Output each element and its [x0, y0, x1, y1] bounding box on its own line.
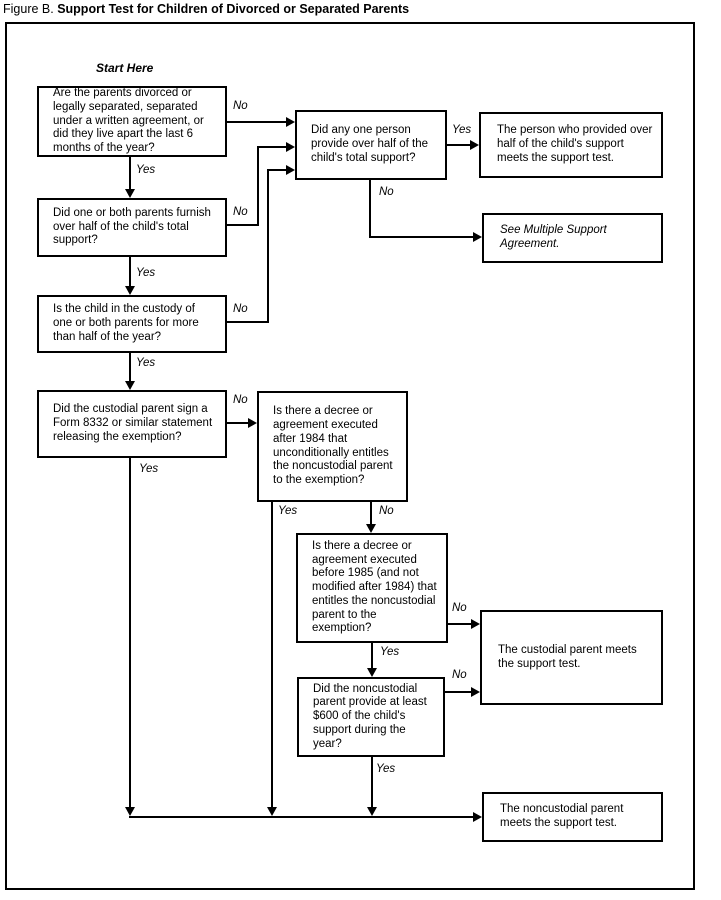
node-custodial-result-text: The custodial parent meets the support test. — [498, 643, 637, 670]
node-before1985-question-text: Is there a decree or agreement executed before 1985 (and not modified after 1984) that entitles the noncustodial parent to the exemption? — [312, 539, 437, 635]
label-divorced-no: No — [233, 100, 248, 112]
line-after1984-no — [370, 502, 372, 525]
node-noncustodial-result — [482, 792, 663, 842]
node-anyone-question — [295, 110, 447, 180]
label-support600-no: No — [452, 669, 467, 681]
arrowhead-form8332-yes — [125, 807, 135, 816]
label-custody-yes: Yes — [136, 357, 156, 369]
arrowhead-support600-no — [471, 687, 480, 697]
line-anyone-yes — [447, 144, 470, 146]
node-divorced-question-text: Are the parents divorced or legally separated, separated under a written agreement, or did they live apart the last 6 months of the year? — [53, 87, 204, 155]
node-after1984-question — [257, 391, 408, 502]
line-furnish-no-h2 — [257, 146, 287, 148]
node-custody-question — [37, 295, 227, 353]
label-furnish-yes: Yes — [136, 267, 156, 279]
arrowhead-before1985-yes — [367, 668, 377, 677]
arrowhead-divorced-yes — [125, 189, 135, 198]
arrowhead-anyone-no — [473, 232, 482, 242]
label-anyone-no: No — [379, 186, 394, 198]
label-before1985-yes: Yes — [380, 646, 400, 658]
label-after1984-yes: Yes — [278, 505, 298, 517]
line-before1985-yes — [371, 643, 373, 669]
node-anyone-question-text: Did any one person provide over half of the child's total support? — [311, 124, 428, 164]
node-custody-question-text: Is the child in the custody of one or both parents for more than half of the year? — [53, 303, 199, 343]
line-anyone-no-h — [369, 236, 473, 238]
label-divorced-yes: Yes — [136, 164, 156, 176]
line-support600-yes — [371, 757, 373, 808]
node-support600-question — [297, 677, 445, 757]
line-divorced-no — [227, 121, 287, 123]
label-furnish-no: No — [233, 206, 248, 218]
arrowhead-furnish-no — [286, 142, 295, 152]
node-person-result — [479, 112, 663, 178]
node-form8332-question — [37, 390, 227, 458]
arrowhead-after1984-no — [366, 524, 376, 533]
line-after1984-yes — [271, 502, 273, 808]
label-custody-no: No — [233, 303, 248, 315]
label-after1984-no: No — [379, 505, 394, 517]
line-custody-no-v — [267, 169, 269, 323]
node-person-result-text: The person who provided over half of the child's support meets the support test. — [497, 124, 653, 164]
line-custody-no-h1 — [227, 321, 269, 323]
arrowhead-anyone-yes — [470, 140, 479, 150]
line-furnish-no-h1 — [227, 224, 259, 226]
arrowhead-custody-yes — [125, 381, 135, 390]
line-anyone-no-v — [369, 180, 371, 237]
figure-title-prefix: Figure B. — [3, 2, 54, 16]
line-bottom-rail — [129, 816, 473, 818]
figure-title-heading: Support Test for Children of Divorced or Separated Parents — [57, 2, 410, 16]
arrowhead-form8332-no — [248, 418, 257, 428]
node-custodial-result — [480, 610, 663, 705]
node-support600-question-text: Did the noncustodial parent provide at least $600 of the child's support during the year? — [313, 682, 427, 750]
node-after1984-question-text: Is there a decree or agreement executed after 1984 that unconditionally entitles the noncustodial parent to the exemption? — [273, 405, 393, 487]
node-divorced-question — [37, 86, 227, 157]
node-noncustodial-result-text: The noncustodial parent meets the support test. — [500, 803, 624, 829]
line-before1985-no — [448, 623, 471, 625]
label-anyone-yes: Yes — [452, 124, 472, 136]
arrowhead-after1984-yes — [267, 807, 277, 816]
line-custody-no-h2 — [267, 169, 287, 171]
arrowhead-noncustodial — [473, 812, 482, 822]
line-support600-no — [445, 691, 471, 693]
label-form8332-no: No — [233, 394, 248, 406]
line-custody-yes — [129, 353, 131, 382]
arrowhead-custody-no — [286, 165, 295, 175]
start-here-label: Start Here — [96, 61, 154, 75]
line-furnish-no-v — [257, 146, 259, 226]
arrowhead-furnish-yes — [125, 286, 135, 295]
label-support600-yes: Yes — [376, 763, 396, 775]
node-multiple-support-result — [482, 213, 663, 263]
line-divorced-yes — [129, 157, 131, 190]
label-before1985-no: No — [452, 602, 467, 614]
label-form8332-yes: Yes — [139, 463, 159, 475]
node-furnish-question-text: Did one or both parents furnish over half of the child's total support? — [53, 206, 211, 247]
arrowhead-divorced-no — [286, 117, 295, 127]
line-form8332-yes — [129, 458, 131, 808]
arrowhead-before1985-no — [471, 619, 480, 629]
line-furnish-yes — [129, 257, 131, 287]
arrowhead-support600-yes — [367, 807, 377, 816]
node-furnish-question — [37, 198, 227, 257]
node-multiple-support-result-text: See Multiple Support Agreement. — [500, 224, 607, 250]
figure-title — [3, 2, 409, 16]
node-form8332-question-text: Did the custodial parent sign a Form 8332 or similar statement releasing the exemption? — [53, 403, 213, 443]
node-before1985-question — [296, 533, 448, 643]
line-form8332-no — [227, 422, 248, 424]
